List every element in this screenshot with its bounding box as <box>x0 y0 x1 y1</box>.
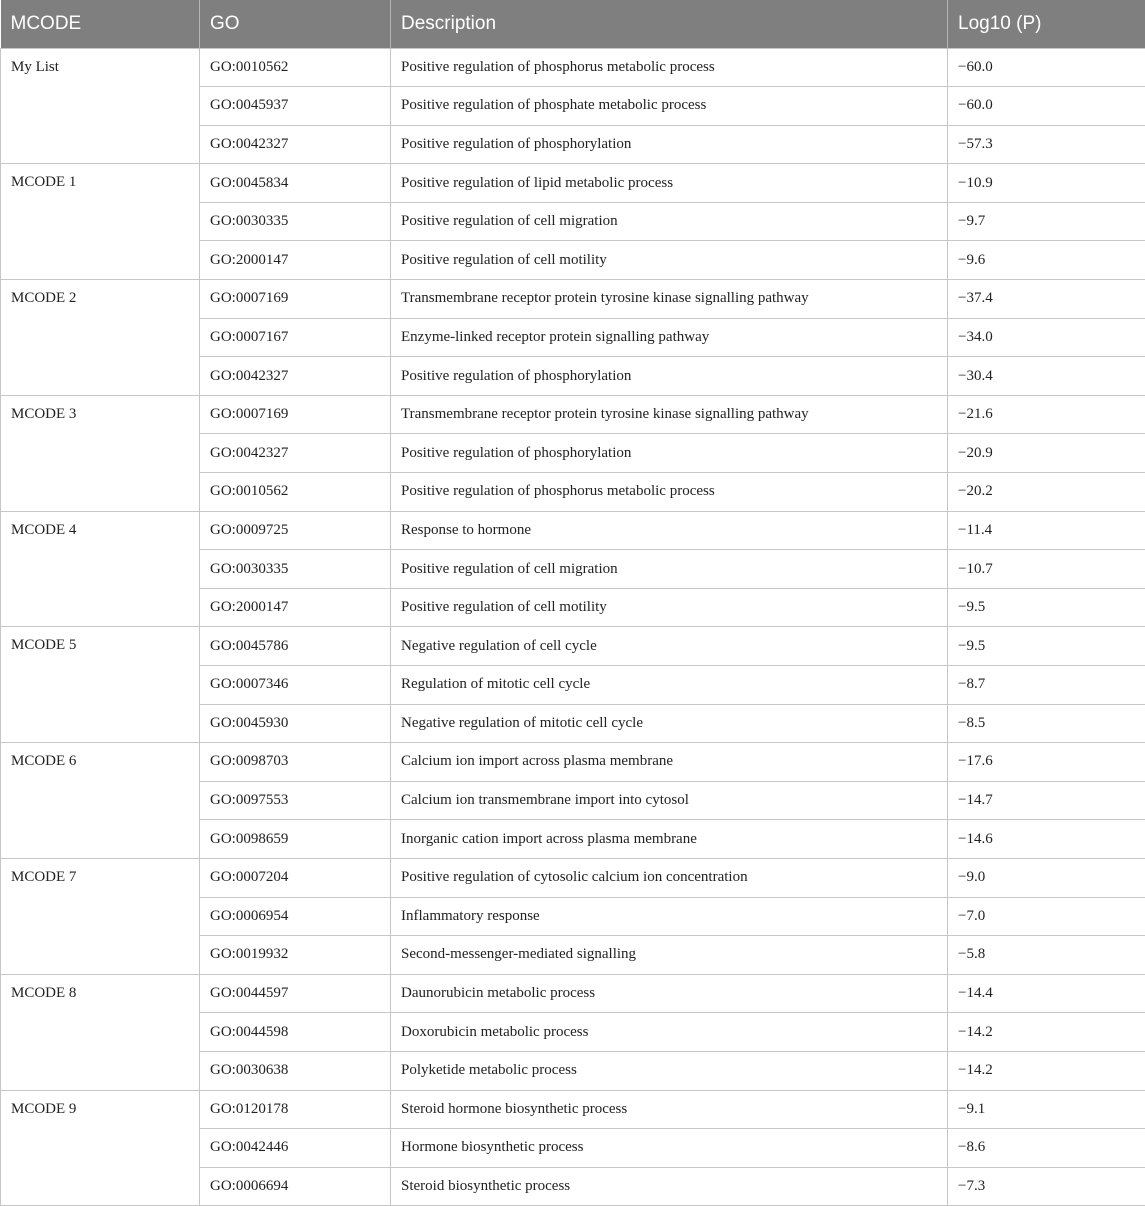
description-cell: Positive regulation of phosphorus metabolic process <box>391 48 948 87</box>
go-term-cell: GO:0097553 <box>200 781 391 820</box>
go-term-cell: GO:2000147 <box>200 588 391 627</box>
log10-p-cell: −14.7 <box>948 781 1145 820</box>
go-term-cell: GO:0007346 <box>200 666 391 705</box>
description-cell: Positive regulation of cytosolic calcium ion concentration <box>391 858 948 897</box>
table-row <box>1 395 1145 434</box>
log10-p-cell: −9.7 <box>948 202 1145 241</box>
go-term-cell: GO:0009725 <box>200 511 391 550</box>
log10-p-cell: −14.2 <box>948 1013 1145 1052</box>
go-term-cell: GO:0006694 <box>200 1167 391 1206</box>
go-term-cell: GO:0098659 <box>200 820 391 859</box>
table-row <box>1 48 1145 87</box>
mcode-group-cell: MCODE 7 <box>1 858 200 974</box>
log10-p-cell: −60.0 <box>948 87 1145 126</box>
table-body <box>1 48 1145 1206</box>
log10-p-cell: −9.1 <box>948 1090 1145 1129</box>
log10-p-cell: −9.5 <box>948 588 1145 627</box>
go-term-cell: GO:0044597 <box>200 974 391 1013</box>
description-cell: Steroid hormone biosynthetic process <box>391 1090 948 1129</box>
go-term-cell: GO:0007169 <box>200 395 391 434</box>
mcode-group-cell: MCODE 5 <box>1 627 200 743</box>
go-term-cell: GO:0042446 <box>200 1129 391 1168</box>
table-row <box>1 511 1145 550</box>
description-cell: Regulation of mitotic cell cycle <box>391 666 948 705</box>
mcode-group-cell: MCODE 1 <box>1 164 200 280</box>
go-term-cell: GO:0045786 <box>200 627 391 666</box>
description-cell: Positive regulation of phosphorylation <box>391 434 948 473</box>
mcode-group-cell: MCODE 6 <box>1 743 200 859</box>
go-term-cell: GO:0030638 <box>200 1051 391 1090</box>
log10-p-cell: −7.0 <box>948 897 1145 936</box>
table-row <box>1 743 1145 782</box>
log10-p-cell: −57.3 <box>948 125 1145 164</box>
table-row <box>1 280 1145 319</box>
table-row <box>1 1090 1145 1129</box>
mcode-group-cell: MCODE 8 <box>1 974 200 1090</box>
table-row <box>1 974 1145 1013</box>
go-term-cell: GO:0042327 <box>200 357 391 396</box>
go-term-cell: GO:0045937 <box>200 87 391 126</box>
go-term-cell: GO:0019932 <box>200 936 391 975</box>
description-cell: Calcium ion import across plasma membrane <box>391 743 948 782</box>
go-term-cell: GO:0007169 <box>200 280 391 319</box>
log10-p-cell: −20.9 <box>948 434 1145 473</box>
go-term-cell: GO:0007167 <box>200 318 391 357</box>
description-cell: Hormone biosynthetic process <box>391 1129 948 1168</box>
description-cell: Negative regulation of mitotic cell cycle <box>391 704 948 743</box>
log10-p-cell: −8.7 <box>948 666 1145 705</box>
go-term-cell: GO:0030335 <box>200 550 391 589</box>
log10-p-cell: −14.4 <box>948 974 1145 1013</box>
go-term-cell: GO:0098703 <box>200 743 391 782</box>
log10-p-cell: −7.3 <box>948 1167 1145 1206</box>
table-row <box>1 627 1145 666</box>
description-cell: Positive regulation of cell migration <box>391 202 948 241</box>
go-term-cell: GO:0044598 <box>200 1013 391 1052</box>
go-term-cell: GO:0120178 <box>200 1090 391 1129</box>
go-term-cell: GO:0010562 <box>200 473 391 512</box>
log10-p-cell: −21.6 <box>948 395 1145 434</box>
description-cell: Steroid biosynthetic process <box>391 1167 948 1206</box>
description-cell: Inorganic cation import across plasma membrane <box>391 820 948 859</box>
log10-p-cell: −17.6 <box>948 743 1145 782</box>
table-row <box>1 858 1145 897</box>
go-term-cell: GO:2000147 <box>200 241 391 280</box>
log10-p-cell: −20.2 <box>948 473 1145 512</box>
description-cell: Positive regulation of phosphorylation <box>391 357 948 396</box>
go-term-cell: GO:0030335 <box>200 202 391 241</box>
go-term-cell: GO:0010562 <box>200 48 391 87</box>
log10-p-cell: −37.4 <box>948 280 1145 319</box>
log10-p-cell: −11.4 <box>948 511 1145 550</box>
log10-p-cell: −14.6 <box>948 820 1145 859</box>
description-cell: Positive regulation of cell motility <box>391 588 948 627</box>
description-cell: Transmembrane receptor protein tyrosine kinase signalling pathway <box>391 395 948 434</box>
mcode-group-cell: MCODE 4 <box>1 511 200 627</box>
header-mcode: MCODE <box>1 0 200 48</box>
mcode-group-cell: MCODE 2 <box>1 280 200 396</box>
header-go: GO <box>200 0 391 48</box>
description-cell: Daunorubicin metabolic process <box>391 974 948 1013</box>
header-row <box>1 0 1145 48</box>
description-cell: Second-messenger-mediated signalling <box>391 936 948 975</box>
header-log10-p: Log10 (P) <box>948 0 1145 48</box>
log10-p-cell: −34.0 <box>948 318 1145 357</box>
log10-p-cell: −14.2 <box>948 1051 1145 1090</box>
description-cell: Positive regulation of phosphate metabolic process <box>391 87 948 126</box>
description-cell: Transmembrane receptor protein tyrosine kinase signalling pathway <box>391 280 948 319</box>
log10-p-cell: −9.5 <box>948 627 1145 666</box>
table-row <box>1 164 1145 203</box>
description-cell: Doxorubicin metabolic process <box>391 1013 948 1052</box>
log10-p-cell: −9.0 <box>948 858 1145 897</box>
go-term-cell: GO:0042327 <box>200 125 391 164</box>
description-cell: Inflammatory response <box>391 897 948 936</box>
log10-p-cell: −10.9 <box>948 164 1145 203</box>
go-term-cell: GO:0006954 <box>200 897 391 936</box>
table-header <box>1 0 1145 48</box>
go-term-cell: GO:0007204 <box>200 858 391 897</box>
log10-p-cell: −9.6 <box>948 241 1145 280</box>
description-cell: Polyketide metabolic process <box>391 1051 948 1090</box>
description-cell: Positive regulation of cell motility <box>391 241 948 280</box>
description-cell: Positive regulation of cell migration <box>391 550 948 589</box>
header-description: Description <box>391 0 948 48</box>
mcode-group-cell: MCODE 9 <box>1 1090 200 1206</box>
log10-p-cell: −60.0 <box>948 48 1145 87</box>
log10-p-cell: −8.6 <box>948 1129 1145 1168</box>
description-cell: Negative regulation of cell cycle <box>391 627 948 666</box>
log10-p-cell: −5.8 <box>948 936 1145 975</box>
log10-p-cell: −30.4 <box>948 357 1145 396</box>
log10-p-cell: −10.7 <box>948 550 1145 589</box>
log10-p-cell: −8.5 <box>948 704 1145 743</box>
go-term-cell: GO:0042327 <box>200 434 391 473</box>
mcode-group-cell: MCODE 3 <box>1 395 200 511</box>
description-cell: Positive regulation of lipid metabolic process <box>391 164 948 203</box>
go-term-cell: GO:0045834 <box>200 164 391 203</box>
mcode-group-cell: My List <box>1 48 200 164</box>
description-cell: Response to hormone <box>391 511 948 550</box>
description-cell: Calcium ion transmembrane import into cytosol <box>391 781 948 820</box>
go-term-cell: GO:0045930 <box>200 704 391 743</box>
description-cell: Positive regulation of phosphorus metabolic process <box>391 473 948 512</box>
description-cell: Positive regulation of phosphorylation <box>391 125 948 164</box>
description-cell: Enzyme-linked receptor protein signalling pathway <box>391 318 948 357</box>
